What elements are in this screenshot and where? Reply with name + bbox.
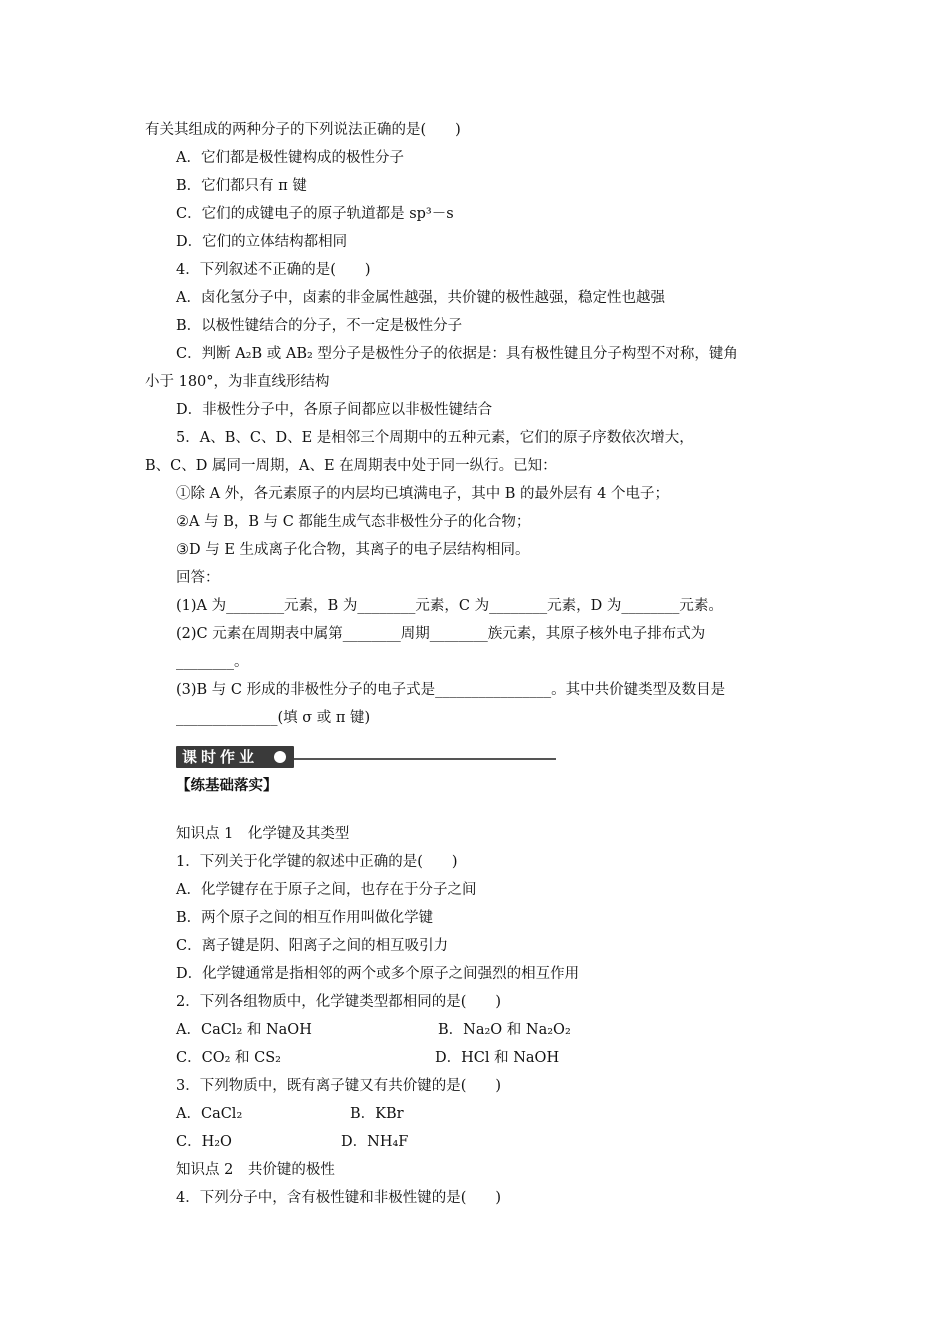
question-4-option-c: C．判断 A₂B 或 AB₂ 型分子是极性分子的依据是：具有极性键且分子构型不对称，键角 xyxy=(176,346,738,362)
hw-question-1-option-d: D．化学键通常是指相邻的两个或多个原子之间强烈的相互作用 xyxy=(176,966,580,982)
hw-question-3-option-d: D．NH₄F xyxy=(341,1134,409,1150)
hw-question-3-option-b: B．KBr xyxy=(350,1106,404,1122)
hw-question-1-stem: 1．下列关于化学键的叙述中正确的是( ) xyxy=(176,854,458,870)
practice-subtitle: 【练基础落实】 xyxy=(176,777,278,794)
option-d: D．它们的立体结构都相同 xyxy=(176,234,348,250)
hw-question-1-option-c: C．离子键是阴、阳离子之间的相互吸引力 xyxy=(176,938,449,954)
hw-question-3-option-c: C．H₂O xyxy=(176,1134,232,1150)
question-4-stem: 4．下列叙述不正确的是( ) xyxy=(176,262,371,278)
hw-question-2-option-b: B．Na₂O 和 Na₂O₂ xyxy=(438,1022,571,1038)
hw-question-4-stem: 4．下列分子中，含有极性键和非极性键的是( ) xyxy=(176,1190,502,1206)
hw-question-3-option-a: A．CaCl₂ xyxy=(176,1106,243,1122)
question-5-condition-3: ③D 与 E 生成离子化合物，其离子的电子层结构相同。 xyxy=(176,542,530,558)
homework-banner xyxy=(176,746,556,770)
hw-question-1-option-a: A．化学键存在于原子之间，也存在于分子之间 xyxy=(176,882,477,898)
question-stem-continued: 有关其组成的两种分子的下列说法正确的是( ) xyxy=(145,122,461,138)
hw-question-2-option-d: D．HCl 和 NaOH xyxy=(435,1050,560,1066)
homework-label: 课时作业 xyxy=(182,748,259,766)
hw-question-2-stem: 2．下列各组物质中，化学键类型都相同的是( ) xyxy=(176,994,502,1010)
question-5-condition-1: ①除 A 外，各元素原子的内层均已填满电子，其中 B 的最外层有 4 个电子； xyxy=(176,486,670,502)
option-c: C．它们的成键电子的原子轨道都是 sp³－s xyxy=(176,206,454,222)
hw-question-3-stem: 3．下列物质中，既有离子键又有共价键的是( ) xyxy=(176,1078,502,1094)
knowledge-point-2: 知识点 2 共价键的极性 xyxy=(176,1162,335,1178)
question-4-option-c-cont: 小于 180°，为非直线形结构 xyxy=(145,374,330,390)
question-5-part-3: (3)B 与 C 形成的非极性分子的电子式是________________。其中共价键类型及数目是 xyxy=(176,682,726,698)
knowledge-point-1: 知识点 1 化学键及其类型 xyxy=(176,826,350,842)
answer-label: 回答： xyxy=(176,570,220,586)
option-b: B．它们都只有 π 键 xyxy=(176,178,307,194)
banner-rule xyxy=(294,758,556,760)
question-4-option-a: A．卤化氢分子中，卤素的非金属性越强，共价键的极性越强，稳定性也越强 xyxy=(176,290,665,306)
question-5-part-1: (1)A 为________元素，B 为________元素，C 为________元素，D 为________元素。 xyxy=(176,598,723,614)
homework-banner-box xyxy=(176,746,294,768)
option-a: A．它们都是极性键构成的极性分子 xyxy=(176,150,404,166)
question-5-part-2: (2)C 元素在周期表中属第________周期________族元素，其原子核外电子排布式为 xyxy=(176,626,706,642)
question-5-stem: 5．A、B、C、D、E 是相邻三个周期中的五种元素，它们的原子序数依次增大， xyxy=(176,430,694,446)
bullet-dot-icon xyxy=(274,751,286,763)
hw-question-2-option-c: C．CO₂ 和 CS₂ xyxy=(176,1050,281,1066)
question-5-condition-2: ②A 与 B，B 与 C 都能生成气态非极性分子的化合物； xyxy=(176,514,531,530)
question-5-part-2-cont: ________。 xyxy=(176,654,249,670)
hw-question-2-option-a: A．CaCl₂ 和 NaOH xyxy=(176,1022,312,1038)
hw-question-1-option-b: B．两个原子之间的相互作用叫做化学键 xyxy=(176,910,434,926)
question-5-stem-cont: B、C、D 属同一周期，A、E 在周期表中处于同一纵行。已知： xyxy=(145,458,557,474)
question-5-part-3-cont: ______________(填 σ 或 π 键) xyxy=(176,710,371,726)
question-4-option-d: D．非极性分子中，各原子间都应以非极性键结合 xyxy=(176,402,493,418)
question-4-option-b: B．以极性键结合的分子，不一定是极性分子 xyxy=(176,318,463,334)
